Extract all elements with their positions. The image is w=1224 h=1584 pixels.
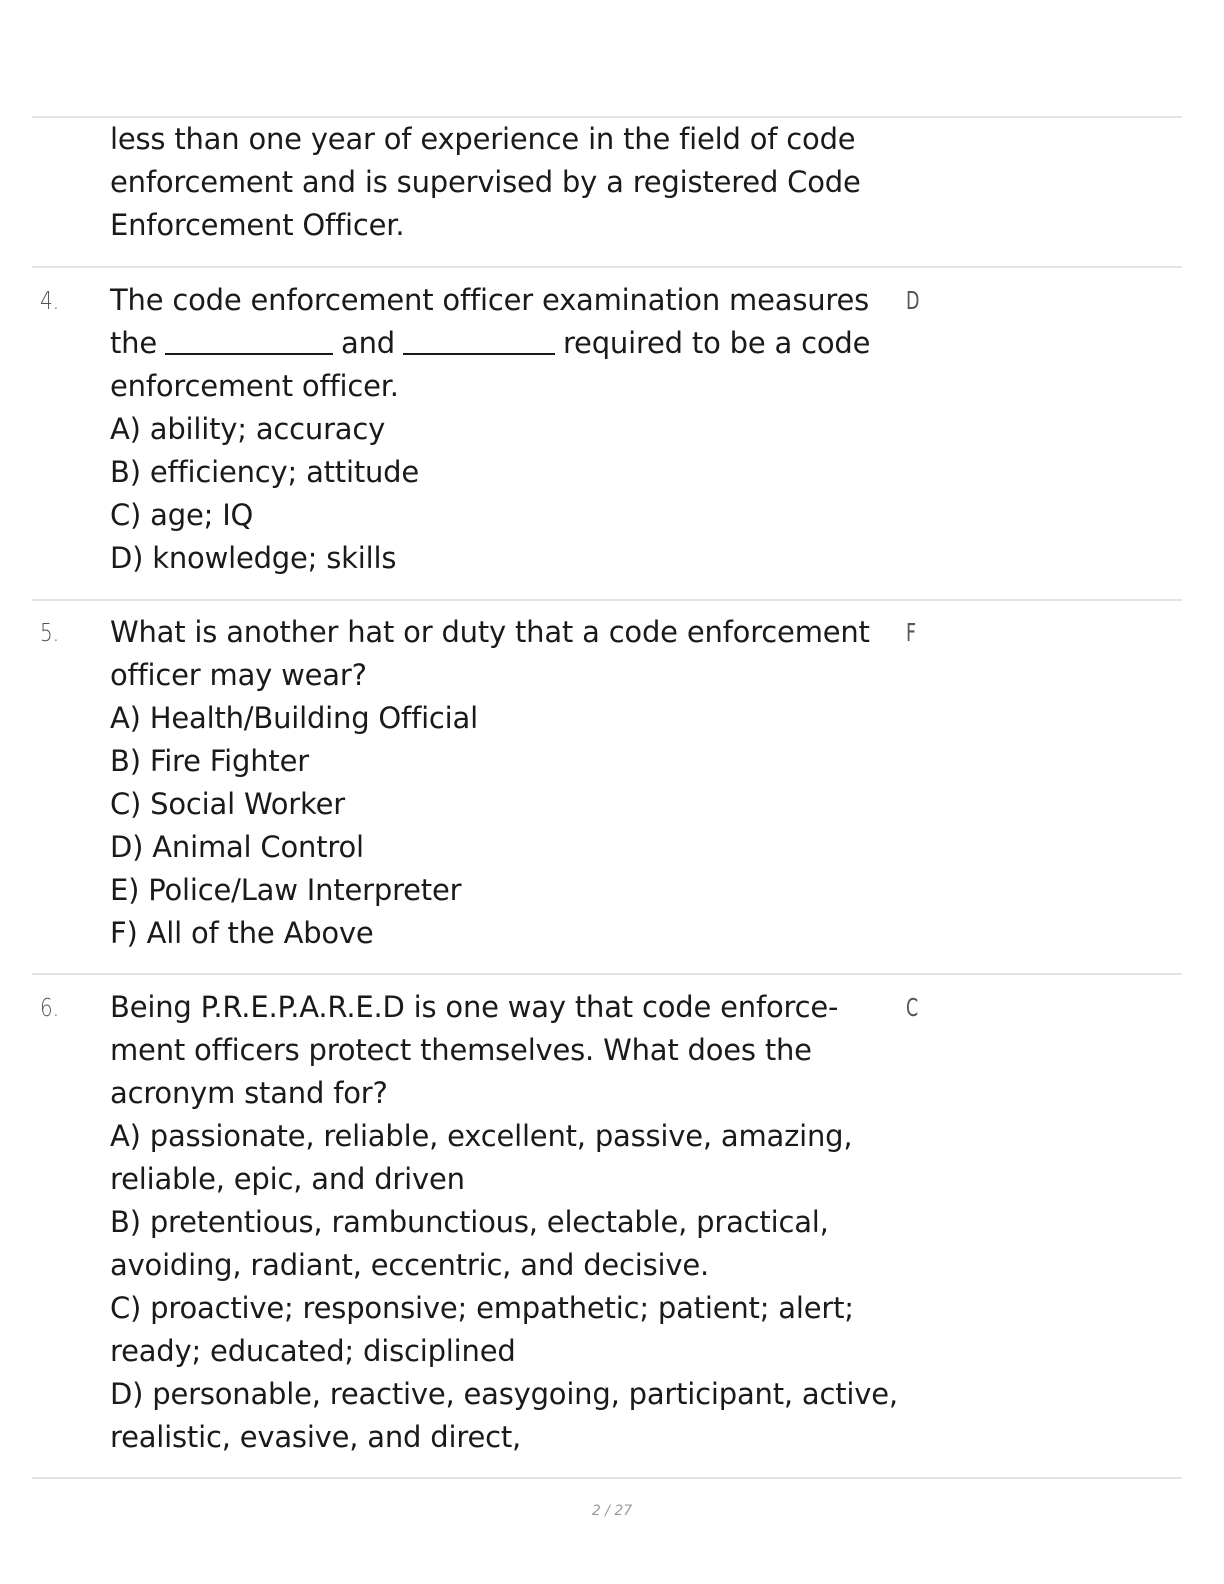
page-number: 2 / 27	[591, 1503, 633, 1519]
answer-key-6: C	[906, 993, 919, 1022]
option-d-cont: realistic, evasive, and direct,	[110, 1420, 522, 1454]
option-b: B) Fire Fighter	[110, 744, 309, 778]
question-number-5: 5.	[40, 618, 60, 647]
option-c: C) Social Worker	[110, 787, 345, 821]
question-text: Being P.R.E.P.A.R.E.D is one way that code enforce-	[110, 990, 839, 1024]
option-b: B) efficiency; attitude	[110, 455, 420, 489]
question-text: acronym stand for?	[110, 1076, 388, 1110]
option-b: B) pretentious, rambunctious, electable, practical,	[110, 1205, 829, 1239]
text-required: required to be a code	[562, 326, 871, 360]
answer-key-4: D	[906, 286, 920, 315]
option-d: D) Animal Control	[110, 830, 364, 864]
option-d: D) knowledge; skills	[110, 541, 397, 575]
option-a: A) ability; accuracy	[110, 412, 386, 446]
text-the: the	[110, 326, 157, 360]
option-e: E) Police/Law Interpreter	[110, 873, 462, 907]
answer-key-5: F	[906, 618, 917, 647]
option-b-cont: avoiding, radiant, eccentric, and decisive.	[110, 1248, 710, 1282]
question-text: What is another hat or duty that a code enforcement	[110, 615, 870, 649]
question-text-blanks	[110, 322, 900, 365]
divider-q4	[32, 266, 1182, 268]
option-a-cont: reliable, epic, and driven	[110, 1162, 465, 1196]
divider-q5	[32, 599, 1182, 601]
text-line: Enforcement Officer.	[110, 208, 405, 242]
option-a: A) Health/Building Official	[110, 701, 478, 735]
question-number-6: 6.	[40, 993, 60, 1022]
continuation-text	[110, 118, 900, 247]
question-5	[110, 611, 900, 955]
option-a: A) passionate, reliable, excellent, passive, amazing,	[110, 1119, 853, 1153]
text-line: less than one year of experience in the field of code	[110, 122, 856, 156]
question-text: officer may wear?	[110, 658, 367, 692]
question-6	[110, 986, 900, 1459]
divider-bottom	[32, 1477, 1182, 1479]
question-text: enforcement officer.	[110, 369, 399, 403]
question-text: The code enforcement officer examination measures	[110, 283, 870, 317]
option-c-cont: ready; educated; disciplined	[110, 1334, 516, 1368]
option-c: C) proactive; responsive; empathetic; patient; alert;	[110, 1291, 854, 1325]
question-4	[110, 279, 900, 580]
text-and: and	[341, 326, 395, 360]
text-line: enforcement and is supervised by a registered Code	[110, 165, 861, 199]
option-f: F) All of the Above	[110, 916, 374, 950]
blank-2	[403, 351, 555, 355]
blank-1	[165, 351, 333, 355]
question-number-4: 4.	[40, 286, 60, 315]
divider-q6	[32, 973, 1182, 975]
question-text: ment officers protect themselves. What does the	[110, 1033, 812, 1067]
option-c: C) age; IQ	[110, 498, 254, 532]
option-d: D) personable, reactive, easygoing, participant, active,	[110, 1377, 898, 1411]
